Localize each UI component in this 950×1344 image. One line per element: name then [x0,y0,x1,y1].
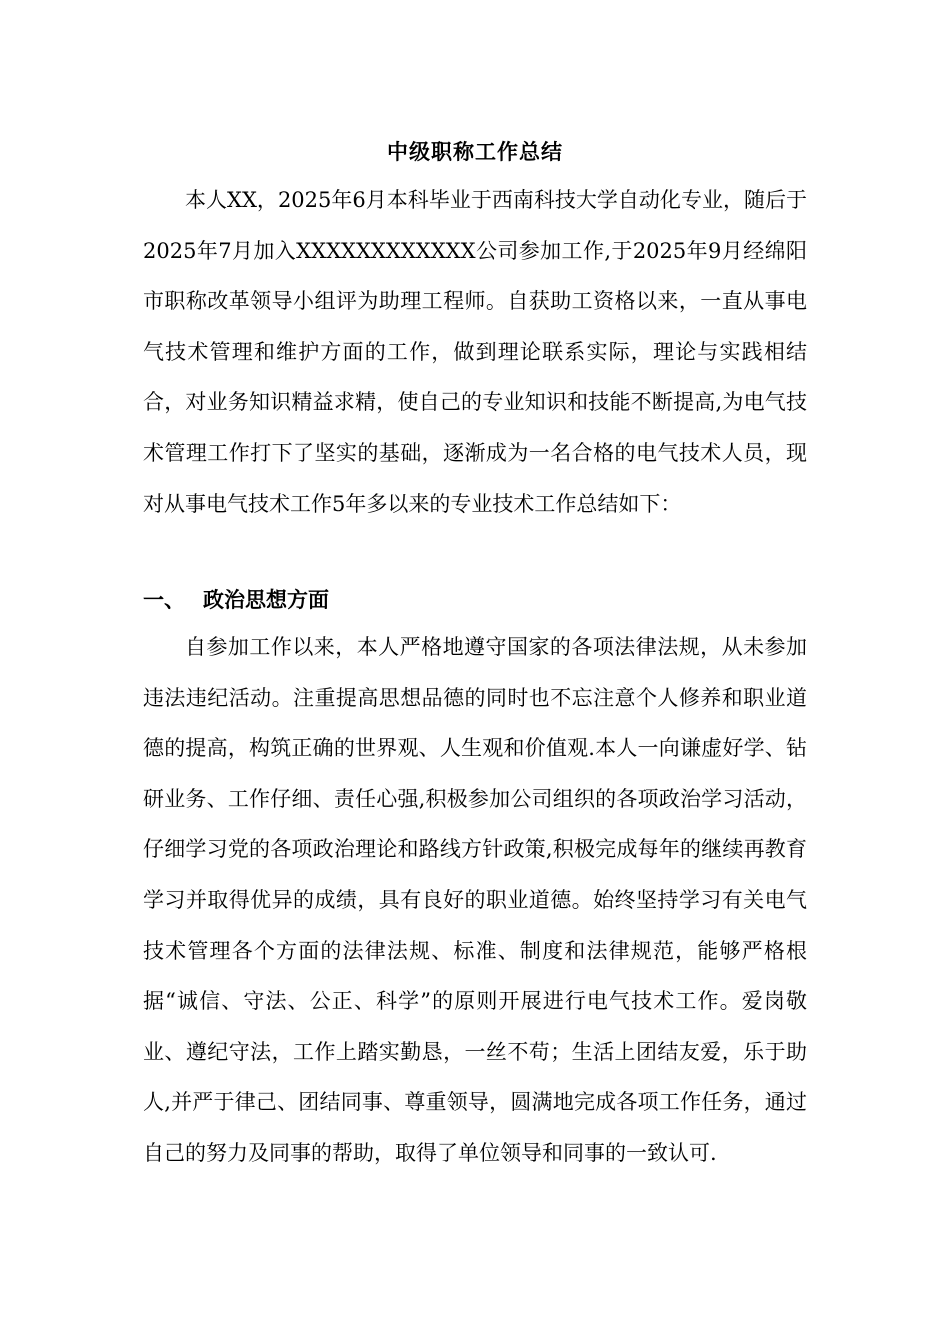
political-paragraph: 自参加工作以来，本人严格地遵守国家的各项法律法规，从未参加违法违纪活动。注重提高思想品德的同时也不忘注意个人修养和职业道德的提高，构筑正确的世界观、人生观和价值观.本人一向谦虚好学、钻研业务、工作仔细、责任心强,积极参加公司组织的各项政治学习活动，仔细学习党的各项政治理论和路线方针政策,积极完成每年的继续再教育学习并取得优异的成绩，具有良好的职业道德。始终坚持学习有关电气技术管理各个方面的法律法规、标准、制度和法律规范，能够严格根据“诚信、守法、公正、科学”的原则开展进行电气技术工作。爱岗敬业、遵纪守法，工作上踏实勤恳，一丝不苟；生活上团结友爱，乐于助人,并严于律己、团结同事、尊重领导，圆满地完成各项工作任务，通过自己的努力及同事的帮助，取得了单位领导和同事的一致认可. [143,635,807,1165]
document-title: 中级职称工作总结 [387,139,563,164]
section-heading-political [143,584,807,616]
section-number: 一、 [143,587,185,612]
section-heading-text: 政治思想方面 [203,587,329,612]
intro-paragraph: 本人XX，2025年6月本科毕业于西南科技大学自动化专业，随后于2025年7月加入XXXXXXXXXXXX公司参加工作,于2025年9月经绵阳市职称改革领导小组评为助理工程师。自获助工资格以来，一直从事电气技术管理和维护方面的工作，做到理论联系实际，理论与实践相结合，对业务知识精益求精，使自己的专业知识和技能不断提高,为电气技术管理工作打下了坚实的基础，逐渐成为一名合格的电气技术人员，现对从事电气技术工作5年多以来的专业技术工作总结如下： [143,188,807,516]
